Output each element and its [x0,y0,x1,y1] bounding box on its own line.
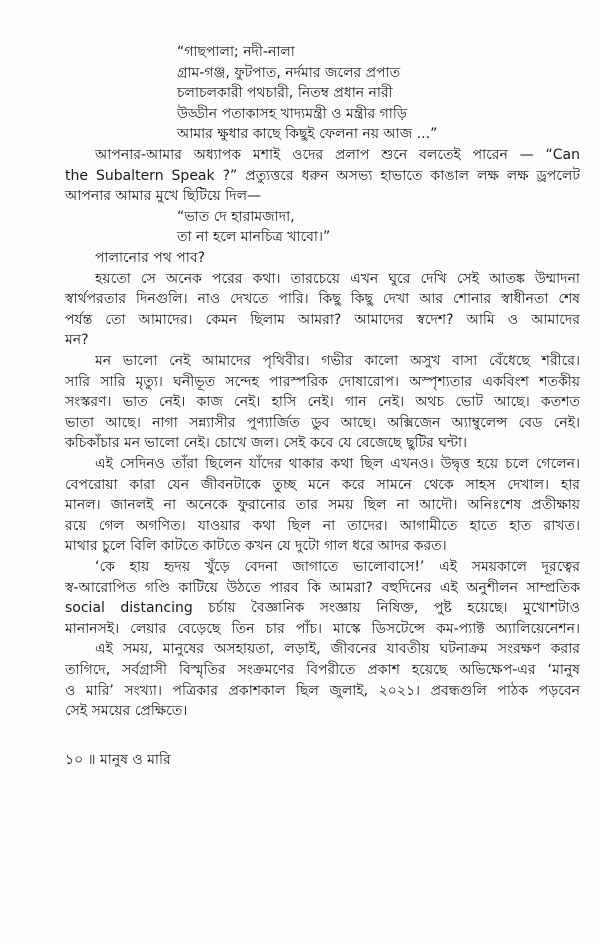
text-line: সারি সারি মৃত্যু। ঘনীভূত সন্দেহ পারস্পরিক দোষারোপ। অস্পৃশ্যতার একবিংশ শতকীয় [65,373,580,390]
text-line: রয়ে গেল অগণিত। যাওয়ার কথা ছিল না তাদের। আগামীতে হাতে হাত রাখত। [65,517,580,534]
text-line: সেই সময়ের প্রেক্ষিতে। [65,703,188,720]
text-line: কচিকাঁচার মন ভালো নেই। চোখে জল। সেই কবে যে বেজেছে ছুটির ঘন্টা। [65,435,468,452]
poem-line: “গাছপালা; নদী-নালা [177,44,295,60]
text-line: হয়তো সে অনেক পরের কথা। তারচেয়ে এখন ঘুরে দেখি সেই আতঙ্ক উম্মাদনা [95,270,580,287]
text-line: আপনার আমার মুখে ছিটিয়ে দিল— [65,188,261,205]
text-line: স্ব-আরোপিত গণ্ডি কাটিয়ে উঠতে পারব কি আমরা? বহুদিনের এই অনুশীলন সাম্প্রতিক [65,579,580,596]
text-line: পালানোর পথ পাব? [95,250,206,266]
text-line: মানল। জানলই না অনেকে ফুরানোর তার সময় ছিল না আদৌ। অনিঃশেষ প্রতীক্ষায় [65,497,580,514]
poem-line: তা না হলে মানচিত্র খাবো।” [177,229,331,246]
poem-line: আমার ক্ষুধার কাছে কিছুই ফেলনা নয় আজ ...” [177,126,438,143]
poem-line: চলাচলকারী পথচারী, নিতম্ব প্রধান নারী [177,85,393,102]
text-line: এই সেদিনও তাঁরা ছিলেন যাঁদের থাকার কথা ছিল এখনও। উদ্বৃত্ত হয়ে চলে গেলেন। [95,456,580,472]
text-line: তাগিদে, সর্বগ্রাসী বিস্মৃতির সংক্রমণের বিপরীতে প্রকাশ হয়েছে অভিক্ষেপ-এর ‘মানুষ [65,662,580,678]
text-line: সংস্করণ। ভাত নেই। কাজ নেই। হাসি নেই। গান নেই। অথচ ভোট আছে। কতশত [65,394,580,411]
poem-line: উড্ডীন পতাকাসহ খাদ্যমন্ত্রী ও মন্ত্রীর গাড়ি [177,105,407,122]
text-line: আপনার-আমার অধ্যাপক মশাই ওদের প্রলাপ শুনে বলতেই পারেন — “Can [95,147,580,163]
text-line: এই সময়, মানুষের অসহায়তা, লড়াই, জীবনের যাবতীয় ঘটনাক্রম সংরক্ষণ করার [95,641,580,658]
text-line: মন? [65,332,89,349]
text-line: স্বার্থপরতার দিনগুলি। নাও দেখতে পারি। কিছু কিছু দেখা আর শোনার স্বাধীনতা শেষ [65,291,580,308]
text-line: মানানসই। লেয়ার বেড়েছে তিন চার পাঁচ। মাস্কে ডিসটেন্সে কম-প্যাক্ট অ্যালিয়েনেশন। [65,620,580,637]
text-line: ‘কে হায় হৃদয় খুঁড়ে বেদনা জাগাতে ভালোবাসে!’ এই সময়কালে দূরত্বের [95,559,580,575]
text-line: মন ভালো নেই আমাদের পৃথিবীর। গভীর কালো অসুখ বাসা বেঁধেছে শরীরে। [95,353,580,369]
text-line: পর্যন্ত তো আমাদের। কেমন ছিলাম আমরা? আমাদের স্বদেশ? আমি ও আমাদের [65,311,580,328]
text-line: মাথার চুলে বিলি কাটতে কাটতে কখন যে দুটো গাল ধরে আদর করত। [65,538,447,555]
text-line: বেপরোয়া কারা যেন জীবনটাকে তুচ্ছ মনে করে সামনে থেকে সাহস দেখাল। হার [65,476,580,493]
text-line: the Subaltern Speak ?” প্রত্যুত্তরে ধরুন অসভ্য হাভাতে কাঙাল লক্ষ লক্ষ ড্রপলেট [65,167,580,184]
text-line: ও মারি’ সংখ্যা। পত্রিকার প্রকাশকাল ছিল জুলাই, ২০২১। প্রবন্ধগুলি পাঠক পড়বেন [65,682,580,699]
text-line: social distancing চর্চায় বৈজ্ঞানিক সংজ্ঞায় নিষিক্ত, পুষ্ট হয়েছে। মুখোশটাও [65,600,580,617]
poem-line: “ভাত দে হারামজাদা, [177,208,295,225]
page-footer: ১০ ॥ মানুষ ও মারি [65,752,171,768]
text-line: ভাতা আছে। নাগা সন্ন্যাসীর পুণ্যার্জিত ডুব আছে। অক্সিজেন অ্যাম্বুলেন্স বেড নেই। [65,414,580,431]
poem-line: গ্রাম-গঞ্জ, ফুটপাত, নর্দমার জলের প্রপাত [177,64,401,81]
